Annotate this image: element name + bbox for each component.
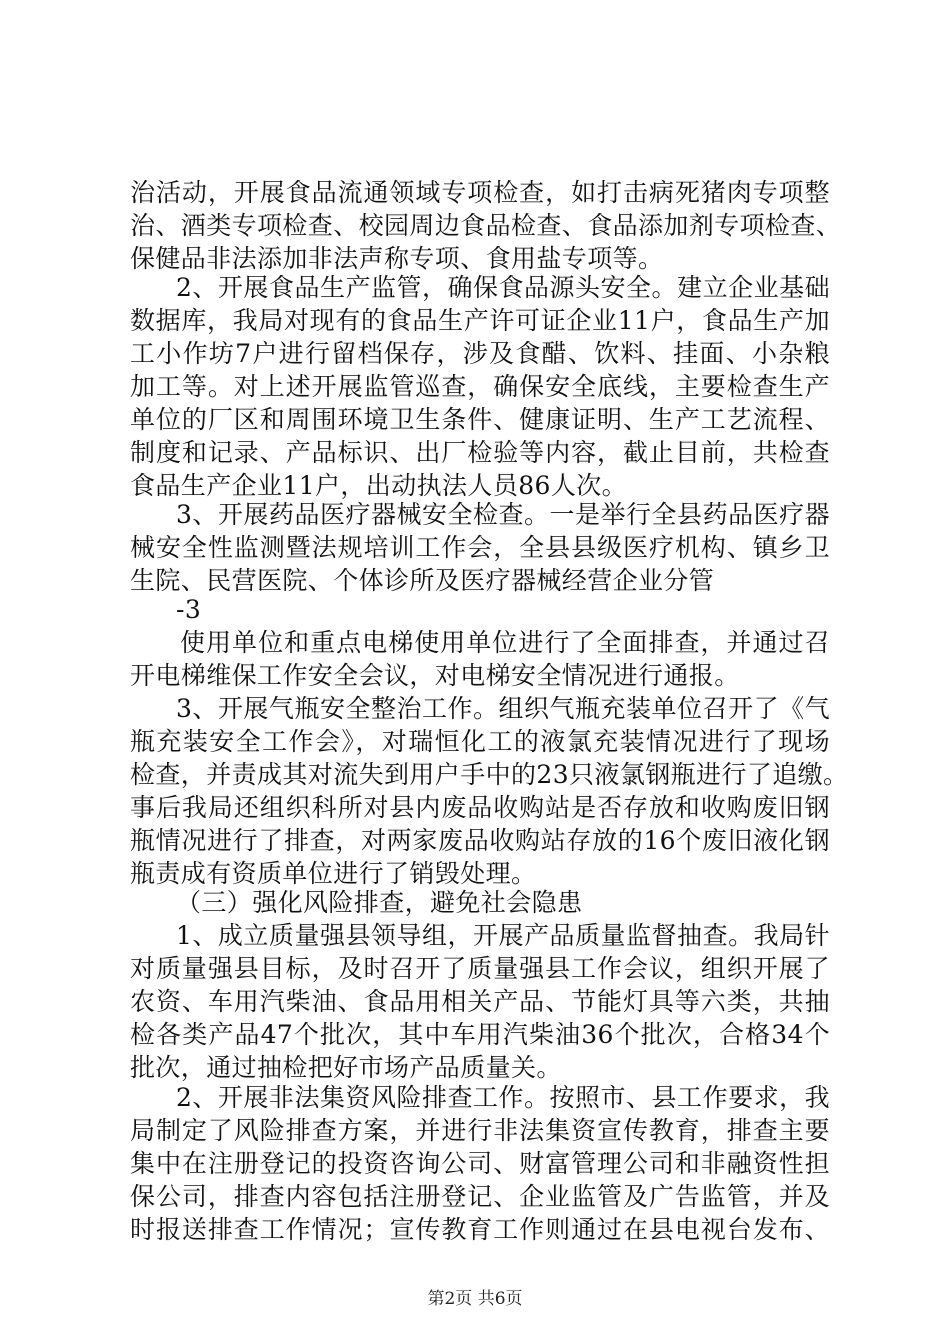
text-line: 瓶情况进行了排查，对两家废品收购站存放的16个废旧液化钢: [130, 826, 830, 855]
text-line: 检各类产品47个批次，其中车用汽柴油36个批次，合格34个: [130, 1020, 830, 1049]
text-line: 治、酒类专项检查、校园周边食品检查、食品添加剂专项检查、: [130, 211, 842, 240]
text-line: 单位的厂区和周围环境卫生条件、健康证明、生产工艺流程、: [130, 405, 830, 434]
section-heading: （三）强化风险排查，避免社会隐患: [176, 888, 583, 917]
text-line: 瓶充装安全工作会》，对瑞恒化工的液氯充装情况进行了现场: [130, 727, 830, 756]
text-line: 保健品非法添加非法声称专项、食用盐专项等。: [130, 244, 664, 273]
text-line: 1、成立质量强县领导组，开展产品质量监督抽查。我局针: [176, 921, 830, 950]
text-line: 集中在注册登记的投资咨询公司、财富管理公司和非融资性担: [130, 1149, 830, 1178]
text-line: 2、开展非法集资风险排查工作。按照市、县工作要求，我: [176, 1083, 830, 1112]
text-line: 数据库，我局对现有的食品生产许可证企业11户，食品生产加: [130, 306, 830, 335]
text-line: 食品生产企业11户，出动执法人员86人次。: [130, 471, 628, 500]
text-line: 时报送排查工作情况；宣传教育工作则通过在县电视台发布、: [130, 1215, 830, 1244]
page-marker: -3: [176, 595, 202, 624]
text-line: 治活动，开展食品流通领域专项检查，如打击病死猪肉专项整: [130, 178, 830, 207]
text-line: 局制定了风险排查方案，并进行非法集资宣传教育，排查主要: [130, 1116, 830, 1145]
text-line: 开电梯维保工作安全会议，对电梯安全情况进行通报。: [130, 661, 740, 690]
text-line: 瓶责成有资质单位进行了销毁处理。: [130, 859, 537, 888]
text-line: 检查，并责成其对流失到用户手中的23只液氯钢瓶进行了追缴。: [130, 760, 849, 789]
text-line: 3、开展气瓶安全整治工作。组织气瓶充装单位召开了《气: [176, 694, 830, 723]
text-line: 工小作坊7户进行留档保存，涉及食醋、饮料、挂面、小杂粮: [130, 339, 830, 368]
text-line: 保公司，排查内容包括注册登记、企业监管及广告监管，并及: [130, 1182, 830, 1211]
text-line: 加工等。对上述开展监管巡查，确保安全底线，主要检查生产: [130, 372, 830, 401]
text-line: 械安全性监测暨法规培训工作会，全县县级医疗机构、镇乡卫: [130, 533, 830, 562]
text-line: 制度和记录、产品标识、出厂检验等内容，截止目前，共检查: [130, 438, 830, 467]
text-line: 对质量强县目标，及时召开了质量强县工作会议，组织开展了: [130, 954, 830, 983]
page-footer: 第2页 共6页: [427, 1289, 523, 1309]
text-line: 3、开展药品医疗器械安全检查。一是举行全县药品医疗器: [176, 500, 830, 529]
text-line: 生院、民营医院、个体诊所及医疗器械经营企业分管: [130, 566, 715, 595]
text-line: 2、开展食品生产监管，确保食品源头安全。建立企业基础: [176, 273, 830, 302]
text-line: 事后我局还组织科所对县内废品收购站是否存放和收购废旧钢: [130, 793, 830, 822]
text-line: 批次，通过抽检把好市场产品质量关。: [130, 1053, 562, 1082]
text-line: 使用单位和重点电梯使用单位进行了全面排查，并通过召: [180, 628, 830, 657]
text-line: 农资、车用汽柴油、食品用相关产品、节能灯具等六类，共抽: [130, 987, 830, 1016]
